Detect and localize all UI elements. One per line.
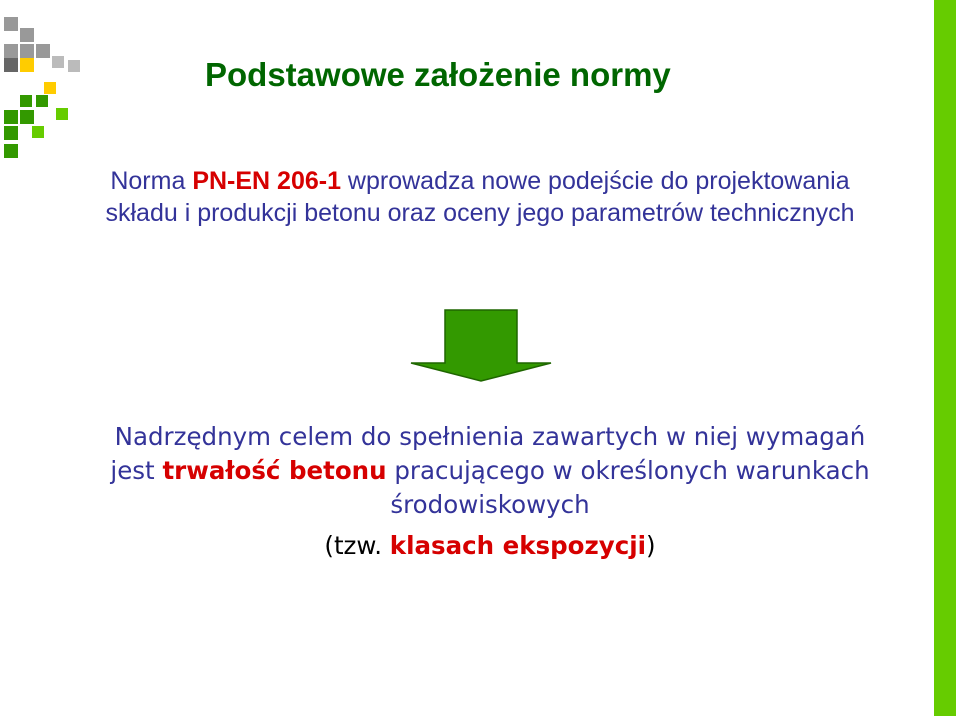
down-arrow-icon	[409, 309, 553, 383]
goal-text-after: pracującego w określonych warunkach środowiskowych	[386, 456, 870, 519]
goal-text-before: Nadrzędnym celem do spełnienia zawartych w niej wymagań jest	[110, 422, 866, 485]
intro-text-after: wprowadza nowe podejście do projektowania składu i produkcji betonu oraz oceny jego parametrów technicznych	[105, 167, 855, 227]
right-accent-bar	[934, 0, 956, 716]
durability-emphasis: trwałość betonu	[162, 456, 387, 485]
intro-text-before: Norma	[110, 167, 193, 195]
exposure-classes-emphasis: klasach ekspozycji	[389, 531, 647, 560]
exposure-text-after: )	[646, 531, 656, 560]
slide-title: Podstawowe założenie normy	[205, 56, 671, 93]
goal-paragraph	[100, 420, 880, 522]
exposure-note	[100, 529, 880, 563]
exposure-text-before: (tzw.	[324, 531, 390, 560]
norm-code: PN-EN 206-1	[192, 167, 341, 195]
intro-paragraph	[100, 165, 860, 229]
